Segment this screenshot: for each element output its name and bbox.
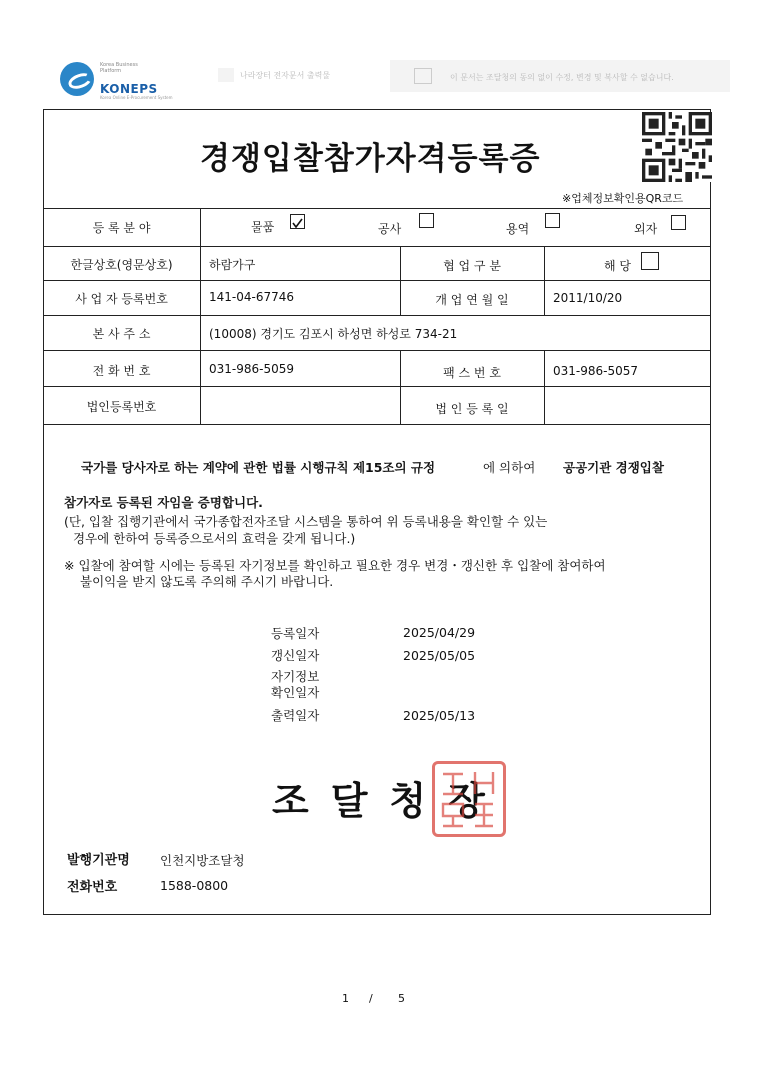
renew-date-label: 갱신일자	[271, 648, 320, 663]
copy-notice: 이 문서는 조달청의 동의 없이 수정, 변경 및 복사할 수 없습니다.	[450, 73, 674, 82]
table-line	[43, 424, 711, 425]
table-line	[544, 350, 545, 424]
by-text: 에 의하여	[483, 460, 536, 475]
print-date-value: 2025/05/13	[403, 708, 476, 723]
phone-label: 전 화 번 호	[92, 364, 151, 378]
print-date-label: 출력일자	[271, 708, 320, 723]
check-icon	[291, 217, 304, 230]
self-check-label-2: 확인일자	[271, 685, 320, 700]
fax-value: 031-986-5057	[553, 364, 639, 378]
qr-code-icon	[642, 112, 712, 182]
option-goods-label: 물품	[251, 220, 275, 234]
issuer-value: 인천지방조달청	[160, 853, 245, 868]
koneps-logo-icon	[60, 62, 94, 96]
page-total: 5	[398, 992, 405, 1005]
reg-date-label: 등록일자	[271, 626, 320, 641]
cooperation-checkbox	[641, 252, 659, 270]
issuer-phone-label: 전화번호	[67, 880, 118, 895]
page-separator: /	[369, 992, 373, 1005]
seal-pattern	[435, 764, 503, 834]
note-line-1: (단, 입찰 집행기관에서 국가종합전자조달 시스템을 통하여 위 등록내용을 확인할 수 있는	[64, 514, 548, 529]
certification-text: 참가자로 등록된 자임을 증명합니다.	[64, 495, 263, 510]
company-name-label: 한글상호(영문상호)	[70, 258, 173, 272]
bid-type: 공공기관 경쟁입찰	[563, 460, 664, 475]
table-line	[43, 350, 711, 351]
document-icon	[218, 68, 234, 82]
cooperation-value: 해 당	[604, 259, 631, 273]
official-seal-icon	[432, 761, 506, 837]
table-line	[200, 208, 201, 424]
cooperation-label: 협 업 구 분	[443, 259, 501, 273]
open-date-value: 2011/10/20	[553, 291, 623, 305]
logo-sub-text: Korea Online E-Procurement System	[100, 95, 173, 100]
printer-icon	[414, 68, 432, 84]
corp-date-label: 법 인 등 록 일	[435, 402, 509, 416]
open-date-label: 개 업 연 월 일	[435, 293, 509, 307]
reg-date-value: 2025/04/29	[403, 625, 476, 640]
option-service-label: 용역	[506, 222, 530, 236]
table-line	[43, 386, 711, 387]
page-current: 1	[342, 992, 349, 1005]
option-goods-checkbox	[290, 214, 305, 229]
option-service-checkbox	[545, 213, 560, 228]
issuer-label: 발행기관명	[67, 853, 130, 868]
renew-date-value: 2025/05/05	[403, 648, 476, 663]
logo-text: KONEPS	[100, 82, 158, 96]
option-foreign-checkbox	[671, 215, 686, 230]
issuer-phone-value: 1588-0800	[160, 878, 229, 893]
address-label: 본 사 주 소	[92, 327, 151, 341]
print-note: 나라장터 전자문서 출력물	[240, 71, 331, 80]
business-number-value: 141-04-67746	[209, 290, 295, 304]
option-construction-checkbox	[419, 213, 434, 228]
business-number-label: 사 업 자 등록번호	[75, 292, 168, 306]
option-construction-label: 공사	[378, 222, 402, 236]
fax-label: 팩 스 번 호	[443, 366, 501, 380]
warning-line-1: ※ 입찰에 참여할 시에는 등록된 자기정보를 확인하고 필요한 경우 변경・갱신한 후 입찰에 참여하여	[64, 558, 606, 573]
table-line	[43, 280, 711, 281]
address-value: (10008) 경기도 김포시 하성면 하성로 734-21	[209, 327, 458, 341]
qr-note: ※업체정보확인용QR코드	[562, 192, 684, 205]
table-line	[43, 246, 711, 247]
self-check-label-1: 자기정보	[271, 669, 320, 684]
warning-line-2: 불이익을 받지 않도록 주의해 주시기 바랍니다.	[80, 574, 334, 589]
field-label: 등 록 분 야	[92, 221, 151, 235]
agency-name: 조달청장	[272, 779, 507, 823]
table-line	[43, 315, 711, 316]
company-name-value: 하람가구	[209, 258, 256, 272]
page-title: 경쟁입찰참가자격등록증	[200, 141, 541, 177]
phone-value: 031-986-5059	[209, 362, 295, 376]
table-line	[544, 246, 545, 315]
law-reference: 국가를 당사자로 하는 계약에 관한 법률 시행규칙 제15조의 규정	[81, 460, 436, 475]
corp-number-label: 법인등록번호	[86, 400, 157, 414]
table-line	[43, 208, 711, 209]
logo-small-text: Korea Business Platform	[100, 62, 138, 74]
option-foreign-label: 외자	[634, 222, 658, 236]
note-line-2: 경우에 한하여 등록증으로서의 효력을 갖게 됩니다.)	[73, 531, 356, 546]
